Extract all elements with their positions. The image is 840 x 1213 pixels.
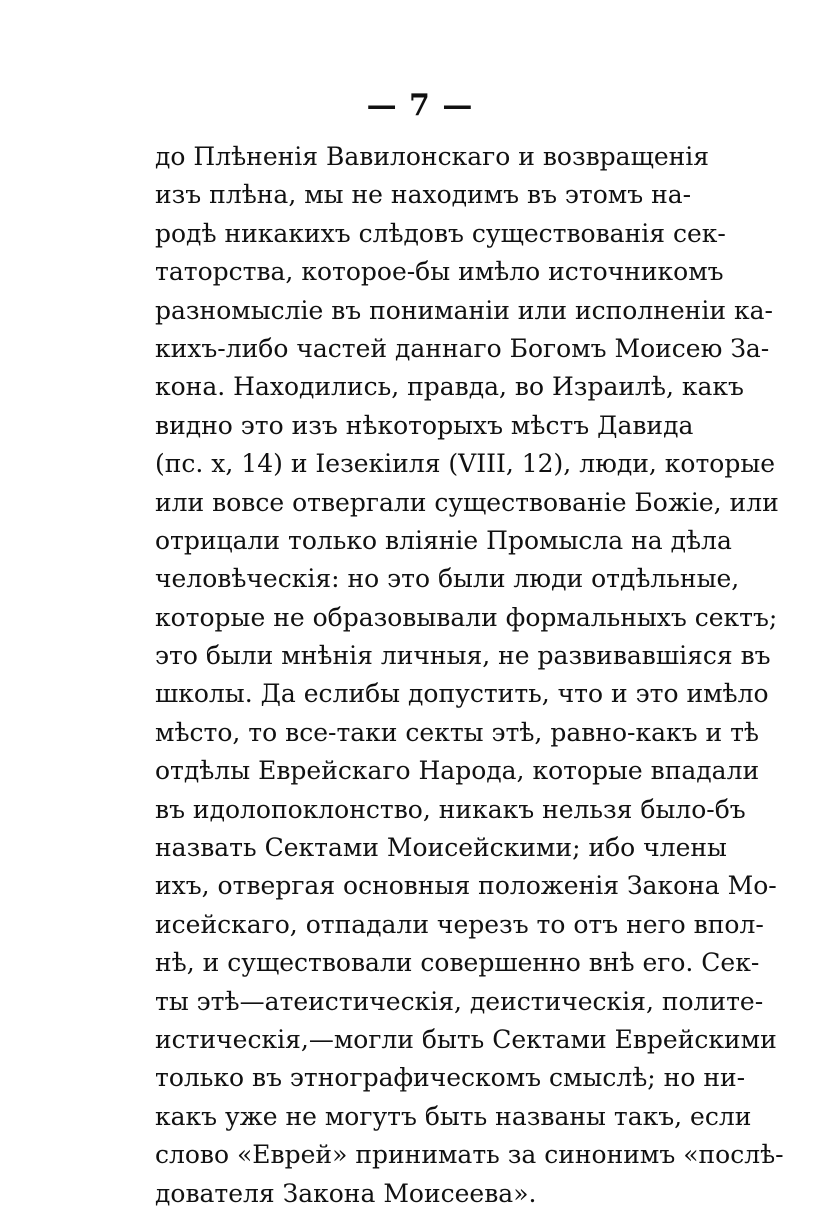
- text-line-21: исейскаго, отпадали черезъ то отъ него впол-: [155, 909, 764, 939]
- text-line-5: разномысліе въ пониманіи или исполненіи ка-: [155, 295, 773, 325]
- text-line-12: человѣческія: но это были люди отдѣльные,: [155, 564, 740, 594]
- text-line-14: это были мнѣнія личныя, не развивавшіяся въ: [155, 641, 771, 671]
- text-line-2: изъ плѣна, мы не находимъ въ этомъ на-: [155, 180, 692, 210]
- body-text: [155, 138, 784, 1213]
- text-line-1: до Плѣненія Вавилонскаго и возвращенія: [155, 142, 710, 171]
- text-line-11: отрицали только вліяніе Промысла на дѣла: [155, 525, 732, 555]
- text-line-20: ихъ, отвергая основныя положенія Закона Мо-: [155, 871, 777, 901]
- text-line-13: которые не образовывали формальныхъ сектъ;: [155, 602, 778, 632]
- text-line-10: или вовсе отвергали существованіе Божіе, или: [155, 487, 779, 517]
- text-line-28: дователя Закона Моисеева».: [155, 1178, 537, 1208]
- text-line-22: нѣ, и существовали совершенно внѣ его. Сек-: [155, 948, 760, 978]
- text-line-6: кихъ-либо частей даннаго Богомъ Моисею За-: [155, 333, 770, 363]
- text-line-8: видно это изъ нѣкоторыхъ мѣстъ Давида: [155, 410, 694, 440]
- text-line-23: ты этѣ—атеистическія, деистическія, полите-: [155, 986, 764, 1016]
- text-line-9: (пс. x, 14) и Iезекіиля (VIII, 12), люди, которые: [155, 449, 776, 479]
- text-line-27: слово «Еврей» принимать за синонимъ «послѣ-: [155, 1140, 784, 1170]
- text-line-17: отдѣлы Еврейскаго Народа, которые впадали: [155, 756, 760, 786]
- text-line-18: въ идолопоклонство, никакъ нельзя было-бъ: [155, 794, 746, 824]
- page-number: — 7 —: [366, 88, 474, 123]
- text-line-25: только въ этнографическомъ смыслѣ; но ни-: [155, 1063, 746, 1093]
- text-line-7: кона. Находились, правда, во Израилѣ, какъ: [155, 372, 744, 402]
- text-line-24: истическія,—могли быть Сектами Еврейскими: [155, 1024, 777, 1054]
- text-line-19: назвать Сектами Моисейскими; ибо члены: [155, 833, 727, 863]
- text-line-4: таторства, которое-бы имѣло источникомъ: [155, 257, 724, 287]
- text-line-3: родѣ никакихъ слѣдовъ существованія сек-: [155, 218, 726, 248]
- text-line-15: школы. Да еслибы допустить, что и это имѣло: [155, 679, 769, 709]
- text-line-26: какъ уже не могутъ быть названы такъ, если: [155, 1101, 752, 1131]
- text-line-16: мѣсто, то все-таки секты этѣ, равно-какъ и тѣ: [155, 717, 759, 747]
